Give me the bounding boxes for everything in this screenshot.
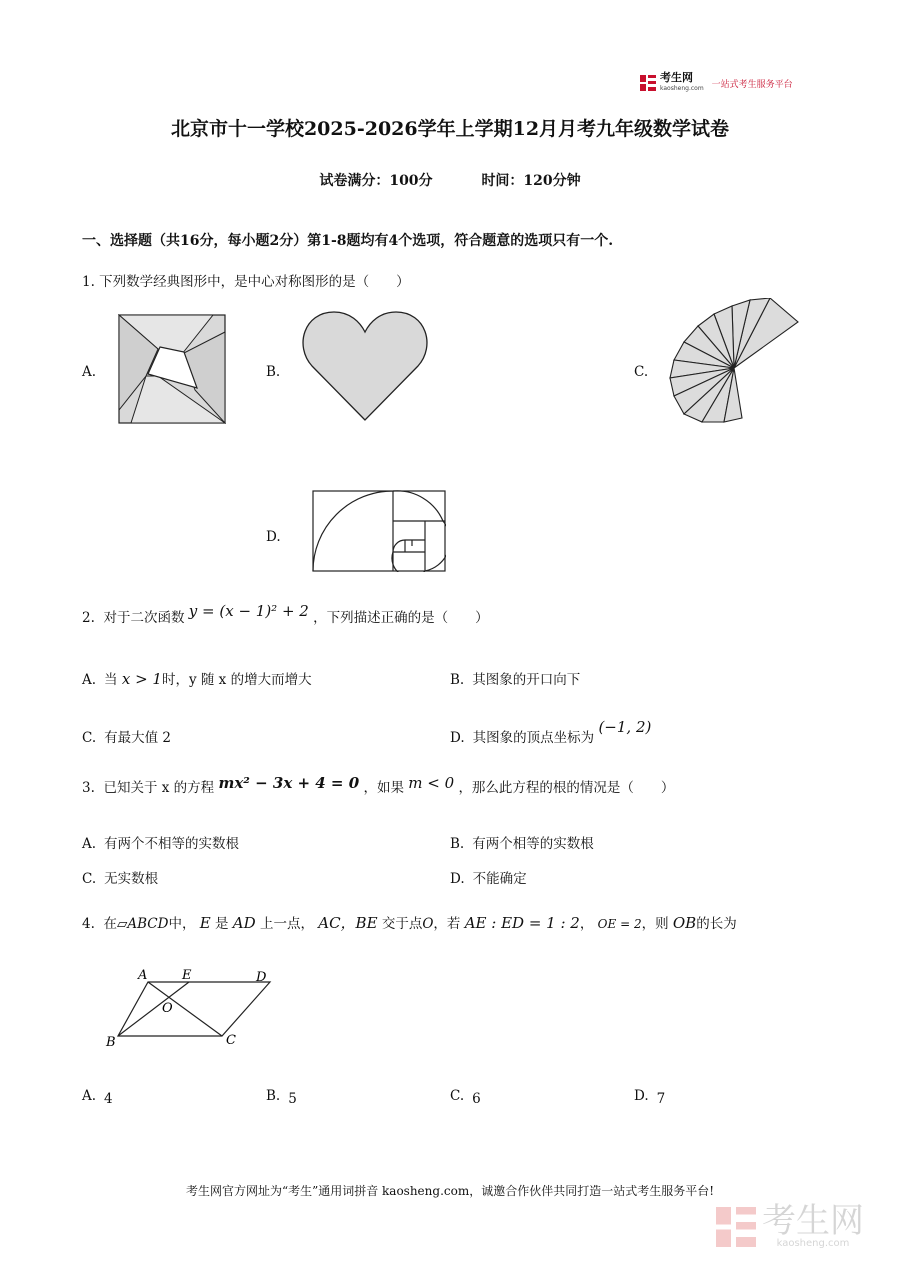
q3-option-a: A. 有两个不相等的实数根 xyxy=(82,836,240,852)
watermark-text: 考生网 xyxy=(762,1201,864,1241)
brand-name: 考生网 kaosheng.com xyxy=(660,71,704,92)
q3-option-d: D. 不能确定 xyxy=(450,871,527,887)
vertex-a-label: A xyxy=(138,968,148,983)
q1-figure-pinwheel xyxy=(118,314,226,424)
q1-option-c-label: C. xyxy=(634,364,649,380)
q4-option-c: C. 6 xyxy=(450,1088,481,1107)
vertex-e-label: E xyxy=(182,968,192,983)
q4-option-b: B. 5 xyxy=(266,1088,297,1107)
vertex-d-label: D xyxy=(256,970,267,985)
q4-option-d: D. 7 xyxy=(634,1088,666,1107)
exam-title: 北京市十一学校2025-2026学年上学期12月月考九年级数学试卷 xyxy=(170,118,730,140)
watermark-domain: kaosheng.com xyxy=(776,1238,850,1249)
q3-option-b: B. 有两个相等的实数根 xyxy=(450,836,594,852)
q3-equation: mx² − 3x + 4 = 0 xyxy=(218,774,360,792)
brand-logo xyxy=(640,72,793,94)
exam-time: 时间：120分钟 xyxy=(481,173,581,189)
vertex-c-label: C xyxy=(226,1033,236,1048)
full-score: 试卷满分：100分 xyxy=(319,173,433,189)
exam-info xyxy=(0,170,900,190)
q1-option-b-label: B. xyxy=(266,364,281,380)
q1-figure-heart xyxy=(300,308,430,424)
q2-option-c: C. 有最大值 2 xyxy=(82,730,172,746)
q4-option-a: A. 4 xyxy=(82,1088,113,1107)
vertex-b-label: B xyxy=(106,1035,116,1050)
q1-figure-golden-spiral xyxy=(312,490,446,572)
q1-figure-spiral-fan xyxy=(668,298,800,424)
question-4-stem: 4. 在▱ABCD中， E 是 AD 上一点， AC，BE 交于点O，若 AE : ED = 1 : 2， OE = 2，则 OB的长为 xyxy=(82,914,737,932)
question-1-stem: 1. 下列数学经典图形中，是中心对称图形的是（ ） xyxy=(82,274,410,290)
watermark-icon xyxy=(716,1207,756,1247)
question-3-stem: 3. 已知关于 x 的方程 mx² − 3x + 4 = 0 ，如果 m < 0 ，那么此方程的根的情况是（ ） xyxy=(82,774,675,796)
brand-logo-icon xyxy=(640,75,656,91)
point-o-label: O xyxy=(162,1001,173,1016)
q2-option-b: B. 其图象的开口向下 xyxy=(450,672,581,688)
section-heading: 一、选择题（共16分，每小题2分）第1-8题均有4个选项，符合题意的选项只有一个. xyxy=(82,233,614,249)
page-footer: 考生网官方网址为“考生”通用词拼音 kaosheng.com，诚邀合作伙伴共同打造一站式考生服务平台! xyxy=(185,1184,715,1198)
q3-option-c: C. 无实数根 xyxy=(82,871,159,887)
q4-parallelogram-figure xyxy=(100,964,280,1052)
brand-slogan: 一站式考生服务平台 xyxy=(711,79,793,90)
q1-option-d-label: D. xyxy=(266,529,281,545)
q3-condition: m < 0 xyxy=(408,774,455,792)
q2-option-d: D. 其图象的顶点坐标为 (−1, 2) xyxy=(450,718,652,746)
brand-domain: kaosheng.com xyxy=(660,85,704,92)
q2-option-a: A. 当 x > 1时，y 随 x 的增大而增大 xyxy=(82,670,312,688)
q1-option-a-label: A. xyxy=(82,364,97,380)
q2-function: y = (x − 1)² + 2 xyxy=(188,602,309,620)
question-2-stem: 2. 对于二次函数 y = (x − 1)² + 2 ，下列描述正确的是（ ） xyxy=(82,602,489,626)
watermark-logo xyxy=(716,1201,864,1249)
